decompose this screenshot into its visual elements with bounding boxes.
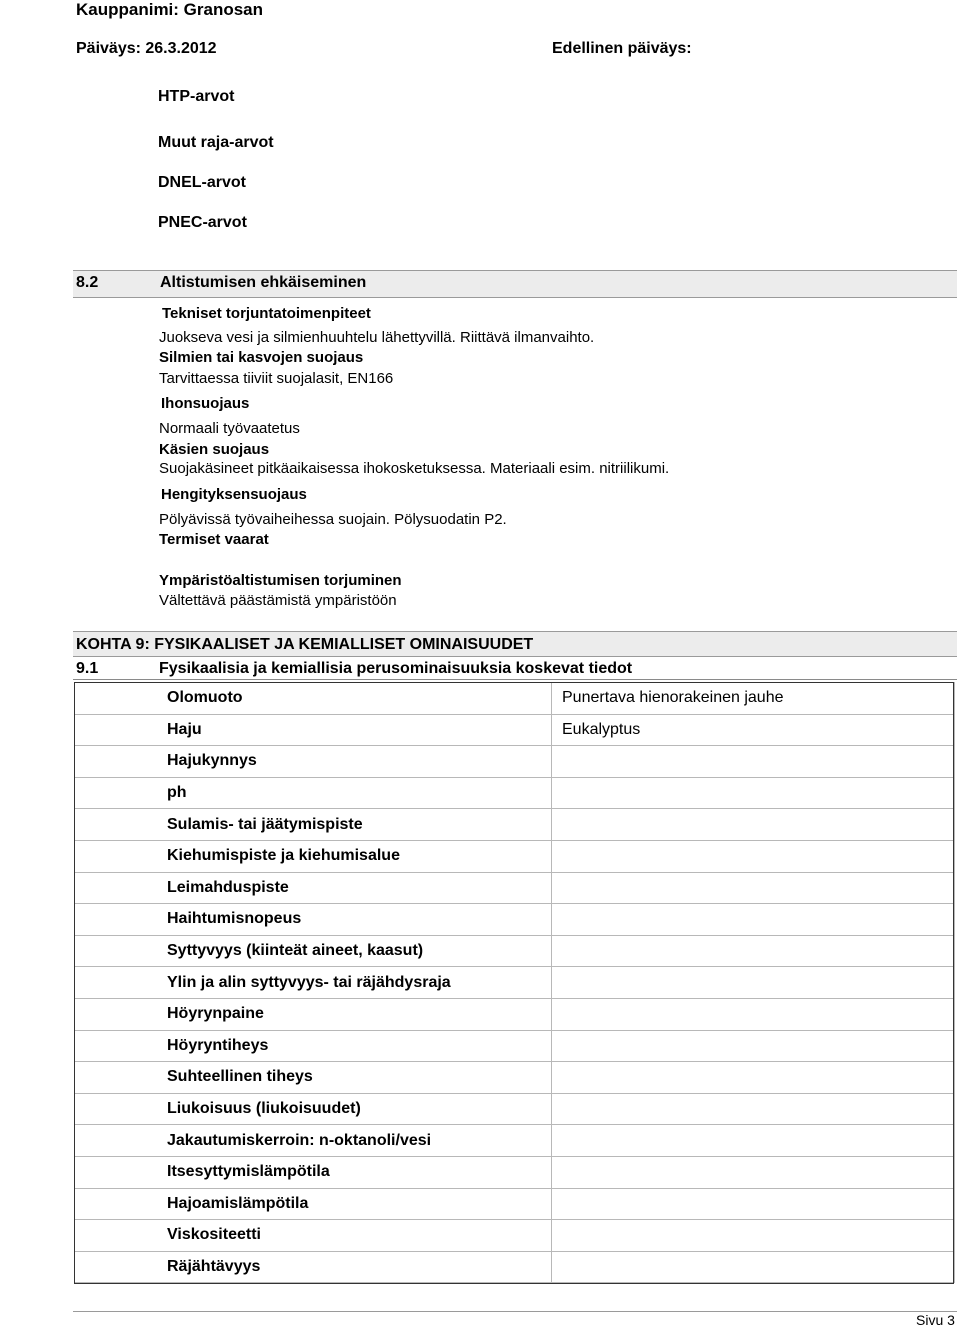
- technical-measures-heading: Tekniset torjuntatoimenpiteet: [162, 305, 371, 322]
- property-label: Hajoamislämpötila: [75, 1188, 552, 1220]
- property-label: Räjähtävyys: [75, 1251, 552, 1283]
- property-row: [75, 1093, 955, 1125]
- property-row: [75, 1030, 955, 1062]
- property-value: [552, 1251, 955, 1283]
- skin-protection-text: Normaali työvaatetus: [159, 420, 300, 437]
- property-value: [552, 1062, 955, 1094]
- property-label: Viskositeetti: [75, 1220, 552, 1252]
- property-row: [75, 935, 955, 967]
- property-row: [75, 1251, 955, 1283]
- property-value: [552, 1156, 955, 1188]
- property-row: [75, 1062, 955, 1094]
- page-number: Sivu 3: [916, 1312, 955, 1328]
- document-date: Päiväys: 26.3.2012: [76, 40, 217, 57]
- property-label: Olomuoto: [75, 683, 552, 715]
- property-label: Hajukynnys: [75, 746, 552, 778]
- property-row: [75, 714, 955, 746]
- property-row: [75, 809, 955, 841]
- property-value: [552, 998, 955, 1030]
- property-value: [552, 1125, 955, 1157]
- property-label: Haju: [75, 714, 552, 746]
- respiratory-protection-heading: Hengityksensuojaus: [161, 486, 307, 503]
- footer-rule: [73, 1311, 957, 1312]
- section-8-2-number: 8.2: [76, 274, 99, 291]
- section-8-2-title: Altistumisen ehkäiseminen: [160, 274, 367, 291]
- skin-protection-heading: Ihonsuojaus: [161, 395, 250, 412]
- technical-measures-text: Juokseva vesi ja silmienhuuhtelu lähettyvillä. Riittävä ilmanvaihto.: [159, 329, 595, 346]
- property-value: [552, 1093, 955, 1125]
- property-row: [75, 683, 955, 715]
- property-label: Höyryntiheys: [75, 1030, 552, 1062]
- respiratory-protection-text: Pölyävissä työvaiheihessa suojain. Pölysuodatin P2.: [159, 511, 507, 528]
- property-row: [75, 777, 955, 809]
- previous-date: Edellinen päiväys:: [552, 40, 692, 57]
- property-row: [75, 967, 955, 999]
- property-value: [552, 935, 955, 967]
- property-value: [552, 904, 955, 936]
- section-9-1-underline: [73, 679, 957, 680]
- property-label: Jakautumiskerroin: n-oktanoli/vesi: [75, 1125, 552, 1157]
- properties-table: [74, 682, 955, 1283]
- property-label: ph: [75, 777, 552, 809]
- property-label: Ylin ja alin syttyvyys- tai räjähdysraja: [75, 967, 552, 999]
- property-row: [75, 1188, 955, 1220]
- property-label: Leimahduspiste: [75, 872, 552, 904]
- property-label: Suhteellinen tiheys: [75, 1062, 552, 1094]
- property-label: Haihtumisnopeus: [75, 904, 552, 936]
- hand-protection-text: Suojakäsineet pitkäaikaisessa ihokosketuksessa. Materiaali esim. nitriilikumi.: [159, 460, 670, 477]
- hand-protection-heading: Käsien suojaus: [159, 441, 270, 458]
- eye-protection-text: Tarvittaessa tiiviit suojalasit, EN166: [159, 370, 394, 387]
- environmental-exposure-text: Vältettävä päästämistä ympäristöön: [159, 592, 397, 609]
- property-value: [552, 777, 955, 809]
- htp-values-heading: HTP-arvot: [158, 88, 235, 105]
- property-row: [75, 746, 955, 778]
- property-label: Höyrynpaine: [75, 998, 552, 1030]
- property-label: Sulamis- tai jäätymispiste: [75, 809, 552, 841]
- property-row: [75, 840, 955, 872]
- property-row: [75, 998, 955, 1030]
- section-9-header: [73, 631, 957, 657]
- property-row: [75, 872, 955, 904]
- property-label: Syttyvyys (kiinteät aineet, kaasut): [75, 935, 552, 967]
- section-9-1-number: 9.1: [76, 660, 99, 677]
- property-value: [552, 1220, 955, 1252]
- thermal-hazards-heading: Termiset vaarat: [159, 531, 269, 548]
- property-row: [75, 904, 955, 936]
- property-row: [75, 1156, 955, 1188]
- property-value: [552, 1188, 955, 1220]
- property-label: Itsesyttymislämpötila: [75, 1156, 552, 1188]
- property-label: Liukoisuus (liukoisuudet): [75, 1093, 552, 1125]
- trade-name: Kauppanimi: Granosan: [76, 0, 264, 19]
- property-value: [552, 872, 955, 904]
- property-value: [552, 746, 955, 778]
- property-label: Kiehumispiste ja kiehumisalue: [75, 840, 552, 872]
- property-value: [552, 967, 955, 999]
- other-limits-heading: Muut raja-arvot: [158, 134, 274, 151]
- environmental-exposure-heading: Ympäristöaltistumisen torjuminen: [159, 572, 402, 589]
- property-value: [552, 840, 955, 872]
- property-value: [552, 1030, 955, 1062]
- property-value: Punertava hienorakeinen jauhe: [552, 683, 955, 715]
- property-row: [75, 1125, 955, 1157]
- property-value: [552, 809, 955, 841]
- dnel-values-heading: DNEL-arvot: [158, 174, 247, 191]
- eye-protection-heading: Silmien tai kasvojen suojaus: [159, 349, 364, 366]
- property-value: Eukalyptus: [552, 714, 955, 746]
- section-9-title: KOHTA 9: FYSIKAALISET JA KEMIALLISET OMINAISUUDET: [76, 636, 534, 653]
- section-8-2-header: [73, 270, 957, 298]
- pnec-values-heading: PNEC-arvot: [158, 214, 247, 231]
- section-9-1-title: Fysikaalisia ja kemiallisia perusominaisuuksia koskevat tiedot: [159, 660, 633, 677]
- property-row: [75, 1220, 955, 1252]
